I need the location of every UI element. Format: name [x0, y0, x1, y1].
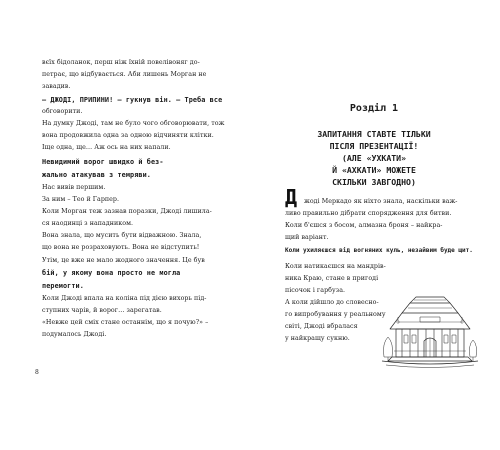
right-line-6: Коли натикаєшся на мандрів-	[285, 263, 386, 270]
left-line-11: Нас вивів першим.	[42, 184, 106, 191]
left-line-10: жально атакував з темряви.	[42, 171, 151, 179]
right-line-12: у найкращу сукню.	[285, 335, 350, 342]
left-line-3: завадив.	[42, 83, 71, 90]
right-line-10: го випробування у реальному	[285, 311, 386, 318]
left-line-23: подумалось Джоді.	[42, 331, 107, 338]
right-line-9: А коли дійшло до словесно-	[285, 299, 379, 306]
chapter-title-line-3: (АЛЕ «УХКАТИ»	[341, 153, 407, 163]
left-line-2: петрає, що відбувається. Аби лишень Морган не	[42, 71, 207, 78]
page-number: 8	[35, 369, 39, 376]
right-line-2: ливо правильно дібрати спорядження для битви.	[285, 210, 452, 217]
left-line-21: ступних чарів, й ворог… зарегатав.	[42, 307, 162, 314]
left-line-4: — ДЖОДІ, ПРИПИНИ! — гукнув він. – Треба все	[42, 96, 223, 104]
left-line-9: Невидимий ворог швидко й без-	[42, 158, 164, 166]
left-line-7: вона продовжила одна за одною відчиняти клітки.	[42, 132, 214, 139]
left-line-17: Утім, це вже не мало жодного значення. Це був	[42, 257, 205, 264]
pavilion-building-illustration	[380, 291, 480, 371]
left-line-14: ся наодинці з нападником.	[42, 220, 134, 227]
left-line-20: Коли Джоді впала на коліна під дією вихорь під-	[42, 295, 207, 302]
chapter-label: Розділ 1	[349, 103, 399, 114]
right-line-11: світі, Джоді вбралася	[285, 323, 358, 330]
left-line-8: Іще одна, ще… Аж ось на них напали.	[42, 144, 171, 151]
drop-cap: Д	[285, 185, 298, 209]
left-line-18: бій, у якому вона просто не могла	[42, 269, 181, 277]
right-line-3: Коли б'єшся з босом, алмазна броня – найкра-	[285, 222, 443, 229]
right-line-7: ника Краю, стане в пригоді	[285, 275, 379, 282]
left-line-1: вєїх бідоланок, перш ніж їхній повелівоняг до-	[42, 59, 200, 66]
right-line-5: Коли ухиляєшся від вогняних куль, незайвим буде щит.	[285, 247, 473, 254]
left-line-6: На думку Джоді, там не було чого обговорювати, тож	[42, 120, 225, 127]
left-line-12: За ним – Тео й Гарпер.	[42, 196, 120, 203]
left-line-13: Коли Морган теж зазнав поразки, Джоді лишила-	[42, 208, 212, 215]
left-line-22: «Невже цей сміх стане останнім, що я почую?» –	[42, 319, 209, 326]
right-line-8: пісочок і гарбуза.	[285, 287, 346, 294]
left-line-5: обговорити.	[42, 108, 83, 115]
chapter-title-line-5: СКІЛЬКИ ЗАВГОДНО)	[332, 177, 416, 187]
chapter-title-line-4: Й «АХКАТИ» МОЖЕТЕ	[332, 165, 416, 175]
left-line-15: Вона знала, що мусить бути відважною. Знала,	[42, 232, 202, 239]
chapter-title-line-1: ЗАПИТАННЯ СТАВТЕ ТІЛЬКИ	[317, 129, 431, 139]
chapter-title-line-2: ПІСЛЯ ПРЕЗЕНТАЦІЇ!	[329, 141, 419, 151]
left-line-16: що вона не розраховують. Вона не відступить!	[42, 244, 200, 251]
left-line-19: перемогти.	[42, 282, 84, 290]
right-line-1: жоді Меркадо як ніхто знала, наскільки важ-	[304, 198, 458, 205]
right-line-4: щий варіант.	[285, 234, 329, 241]
